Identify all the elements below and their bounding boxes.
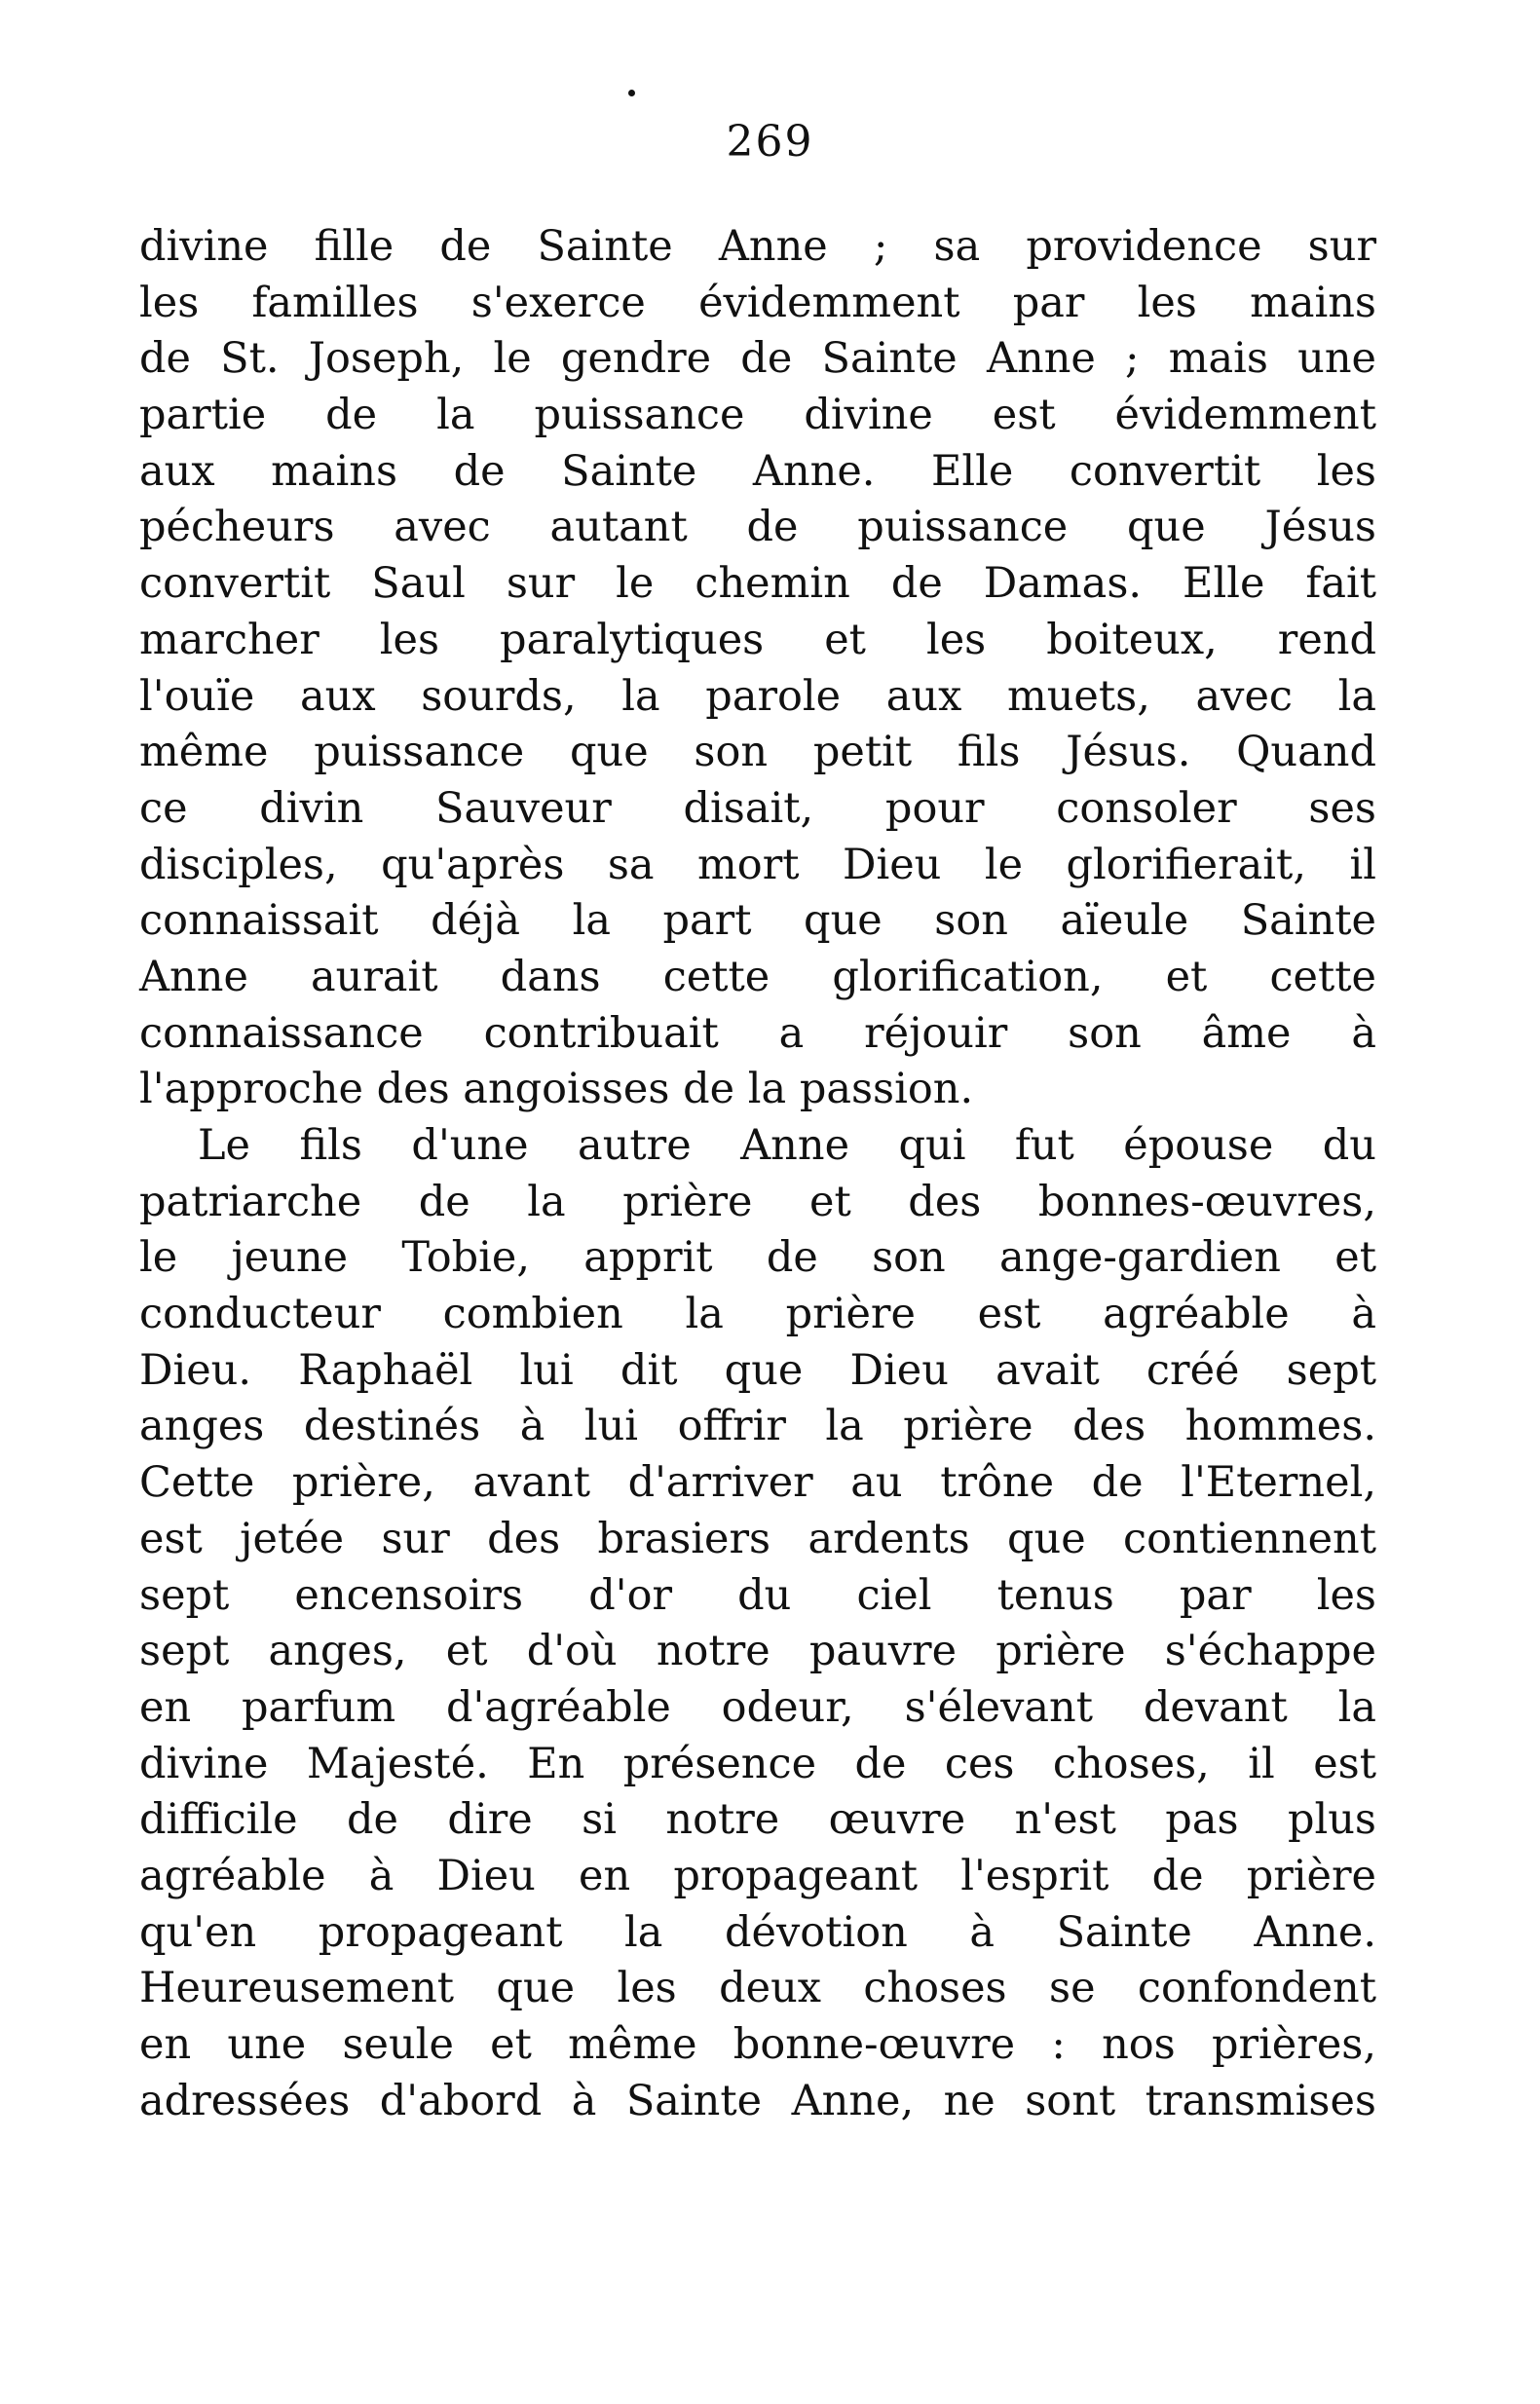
text-line: anges destinés à lui offrir la prière des hommes. xyxy=(139,1402,1376,1451)
text-line: connaissance contribuait a réjouir son âme à xyxy=(139,1008,1376,1058)
text-line: pécheurs avec autant de puissance que Jésus xyxy=(139,503,1376,552)
text-line: partie de la puissance divine est évidemment xyxy=(139,391,1376,440)
text-line: convertit Saul sur le chemin de Damas. Elle fait xyxy=(139,559,1376,609)
text-line: divine fille de Sainte Anne ; sa providence sur xyxy=(139,222,1376,271)
text-line: Dieu. Raphaël lui dit que Dieu avait créé sept xyxy=(139,1345,1376,1395)
text-line: sept anges, et d'où notre pauvre prière s'échappe xyxy=(139,1627,1376,1676)
text-line: difficile de dire si notre œuvre n'est pas plus xyxy=(139,1795,1376,1845)
text-line: même puissance que son petit fils Jésus. Quand xyxy=(139,728,1376,777)
text-line: marcher les paralytiques et les boiteux, rend xyxy=(139,615,1376,664)
text-line: en une seule et même bonne-œuvre : nos prières, xyxy=(139,2020,1376,2069)
text-line: les familles s'exerce évidemment par les mains xyxy=(139,278,1376,327)
text-line: patriarche de la prière et des bonnes-œuvres, xyxy=(139,1177,1376,1226)
text-line: en parfum d'agréable odeur, s'élevant devant la xyxy=(139,1682,1376,1732)
text-line: aux mains de Sainte Anne. Elle convertit les xyxy=(139,446,1376,496)
text-line: de St. Joseph, le gendre de Sainte Anne ; mais une xyxy=(139,334,1376,384)
text-line: Heureusement que les deux choses se confondent xyxy=(139,1964,1376,2013)
text-line: connaissait déjà la part que son aïeule Sainte xyxy=(139,896,1376,946)
text-line: Anne aurait dans cette glorification, et cette xyxy=(139,952,1376,1001)
text-line: conducteur combien la prière est agréable à xyxy=(139,1290,1376,1339)
text-line: qu'en propageant la dévotion à Sainte Anne. xyxy=(139,1907,1376,1957)
text-line: ce divin Sauveur disait, pour consoler ses xyxy=(139,783,1376,833)
text-line: le jeune Tobie, apprit de son ange-gardien et xyxy=(139,1233,1376,1283)
text-line: sept encensoirs d'or du ciel tenus par les xyxy=(139,1570,1376,1620)
text-line: l'approche des angoisses de la passion. xyxy=(139,1065,974,1114)
text-line: adressées d'abord à Sainte Anne, ne sont transmises xyxy=(139,2076,1376,2125)
text-line: agréable à Dieu en propageant l'esprit de prière xyxy=(139,1851,1376,1900)
text-line: l'ouïe aux sourds, la parole aux muets, avec la xyxy=(139,671,1376,721)
text-line: divine Majesté. En présence de ces choses, il est xyxy=(139,1739,1376,1788)
text-line: disciples, qu'après sa mort Dieu le glorifierait, il xyxy=(139,840,1376,889)
text-line: est jetée sur des brasiers ardents que contiennent xyxy=(139,1514,1376,1563)
text-line: Le fils d'une autre Anne qui fut épouse du xyxy=(198,1121,1376,1170)
page-number: 269 xyxy=(726,117,814,167)
body-text xyxy=(139,219,1376,2129)
ink-speck xyxy=(628,90,635,96)
text-line: Cette prière, avant d'arriver au trône de l'Eternel, xyxy=(139,1458,1376,1508)
